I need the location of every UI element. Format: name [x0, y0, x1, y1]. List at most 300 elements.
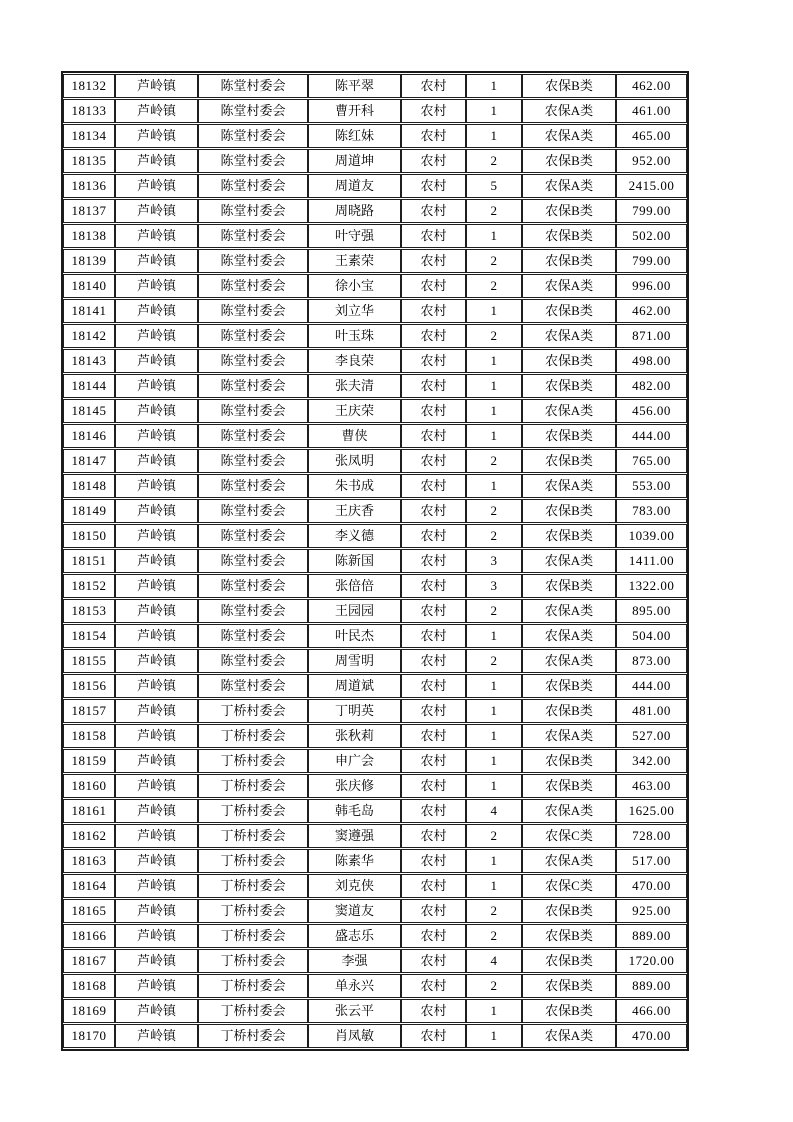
- table-cell: 18147: [63, 449, 115, 473]
- table-cell: 陈堂村委会: [198, 249, 308, 273]
- table-cell: 芦岭镇: [115, 624, 198, 648]
- table-cell: 农村: [401, 124, 466, 148]
- table-cell: 周晓路: [308, 199, 401, 223]
- table-cell: 3: [466, 549, 522, 573]
- table-cell: 18154: [63, 624, 115, 648]
- table-cell: 农村: [401, 424, 466, 448]
- table-cell: 2: [466, 249, 522, 273]
- table-cell: 农村: [401, 949, 466, 973]
- table-cell: 叶民杰: [308, 624, 401, 648]
- table-cell: 芦岭镇: [115, 174, 198, 198]
- table-cell: 1: [466, 374, 522, 398]
- table-cell: 517.00: [616, 849, 687, 873]
- table-cell: 农保A类: [522, 849, 616, 873]
- table-cell: 陈堂村委会: [198, 149, 308, 173]
- table-cell: 18135: [63, 149, 115, 173]
- table-cell: 2: [466, 149, 522, 173]
- table-cell: 1: [466, 1024, 522, 1048]
- table-cell: 芦岭镇: [115, 599, 198, 623]
- table-cell: 18133: [63, 99, 115, 123]
- table-cell: 873.00: [616, 649, 687, 673]
- table-row: [63, 199, 687, 223]
- table-cell: 丁桥村委会: [198, 724, 308, 748]
- table-cell: 芦岭镇: [115, 1024, 198, 1048]
- table-cell: 农村: [401, 524, 466, 548]
- table-cell: 芦岭镇: [115, 724, 198, 748]
- table-cell: 农保A类: [522, 1024, 616, 1048]
- table-cell: 18132: [63, 74, 115, 98]
- table-cell: 芦岭镇: [115, 399, 198, 423]
- table-cell: 463.00: [616, 774, 687, 798]
- table-cell: 李强: [308, 949, 401, 973]
- table-cell: 芦岭镇: [115, 449, 198, 473]
- table-cell: 盛志乐: [308, 924, 401, 948]
- table-row: [63, 774, 687, 798]
- table-cell: 18157: [63, 699, 115, 723]
- table-cell: 农村: [401, 249, 466, 273]
- table-cell: 1: [466, 849, 522, 873]
- table-cell: 丁桥村委会: [198, 999, 308, 1023]
- table-cell: 农保A类: [522, 624, 616, 648]
- table-cell: 芦岭镇: [115, 124, 198, 148]
- table-cell: 申广会: [308, 749, 401, 773]
- table-cell: 芦岭镇: [115, 924, 198, 948]
- table-cell: 农保C类: [522, 874, 616, 898]
- table-cell: 农村: [401, 224, 466, 248]
- table-cell: 462.00: [616, 299, 687, 323]
- table-cell: 丁桥村委会: [198, 699, 308, 723]
- table-cell: 陈堂村委会: [198, 374, 308, 398]
- table-cell: 765.00: [616, 449, 687, 473]
- table-row: [63, 699, 687, 723]
- table-cell: 芦岭镇: [115, 649, 198, 673]
- table-cell: 陈堂村委会: [198, 224, 308, 248]
- table-cell: 陈堂村委会: [198, 324, 308, 348]
- table-cell: 张倍倍: [308, 574, 401, 598]
- table-row: [63, 899, 687, 923]
- table-cell: 农村: [401, 1024, 466, 1048]
- table-cell: 陈新国: [308, 549, 401, 573]
- table-cell: 农村: [401, 824, 466, 848]
- table-cell: 1: [466, 749, 522, 773]
- table-cell: 丁桥村委会: [198, 974, 308, 998]
- table-cell: 1: [466, 674, 522, 698]
- table-cell: 4: [466, 949, 522, 973]
- table-cell: 18134: [63, 124, 115, 148]
- table-row: [63, 799, 687, 823]
- table-cell: 周雪明: [308, 649, 401, 673]
- table-cell: 553.00: [616, 474, 687, 498]
- table-cell: 农村: [401, 899, 466, 923]
- table-cell: 18160: [63, 774, 115, 798]
- table-cell: 农保B类: [522, 924, 616, 948]
- table-cell: 444.00: [616, 674, 687, 698]
- table-cell: 18148: [63, 474, 115, 498]
- table-cell: 芦岭镇: [115, 824, 198, 848]
- table-cell: 芦岭镇: [115, 324, 198, 348]
- table-cell: 925.00: [616, 899, 687, 923]
- table-row: [63, 549, 687, 573]
- table-cell: 2: [466, 974, 522, 998]
- table-cell: 18142: [63, 324, 115, 348]
- table-cell: 农村: [401, 374, 466, 398]
- table-cell: 王园园: [308, 599, 401, 623]
- table-cell: 1: [466, 74, 522, 98]
- table-cell: 952.00: [616, 149, 687, 173]
- table-cell: 丁桥村委会: [198, 949, 308, 973]
- table-cell: 周道坤: [308, 149, 401, 173]
- table-cell: 农保B类: [522, 74, 616, 98]
- table-row: [63, 274, 687, 298]
- table-cell: 18151: [63, 549, 115, 573]
- table-cell: 农村: [401, 599, 466, 623]
- table-cell: 农村: [401, 274, 466, 298]
- table-cell: 456.00: [616, 399, 687, 423]
- table-cell: 陈堂村委会: [198, 599, 308, 623]
- table-cell: 18168: [63, 974, 115, 998]
- table-row: [63, 824, 687, 848]
- table-cell: 18137: [63, 199, 115, 223]
- table-cell: 丁桥村委会: [198, 774, 308, 798]
- table-cell: 527.00: [616, 724, 687, 748]
- table-cell: 芦岭镇: [115, 199, 198, 223]
- table-cell: 丁桥村委会: [198, 899, 308, 923]
- table-row: [63, 249, 687, 273]
- table-cell: 窦道友: [308, 899, 401, 923]
- table-cell: 张云平: [308, 999, 401, 1023]
- table-row: [63, 674, 687, 698]
- table-cell: 王庆香: [308, 499, 401, 523]
- table-cell: 陈堂村委会: [198, 499, 308, 523]
- table-row: [63, 124, 687, 148]
- table-cell: 农保A类: [522, 124, 616, 148]
- table-cell: 农保B类: [522, 949, 616, 973]
- table-cell: 18156: [63, 674, 115, 698]
- table-cell: 18146: [63, 424, 115, 448]
- table-cell: 陈堂村委会: [198, 99, 308, 123]
- table-cell: 丁桥村委会: [198, 924, 308, 948]
- table-cell: 农村: [401, 199, 466, 223]
- table-cell: 18170: [63, 1024, 115, 1048]
- table-cell: 871.00: [616, 324, 687, 348]
- table-cell: 陈堂村委会: [198, 349, 308, 373]
- table-cell: 芦岭镇: [115, 674, 198, 698]
- table-cell: 陈堂村委会: [198, 649, 308, 673]
- table-cell: 18152: [63, 574, 115, 598]
- table-cell: 农保A类: [522, 799, 616, 823]
- table-cell: 18140: [63, 274, 115, 298]
- table-cell: 农村: [401, 174, 466, 198]
- table-cell: 农保A类: [522, 724, 616, 748]
- table-cell: 丁桥村委会: [198, 824, 308, 848]
- records-table: [61, 71, 689, 1051]
- table-cell: 农保A类: [522, 549, 616, 573]
- table-cell: 丁桥村委会: [198, 799, 308, 823]
- table-cell: 陈堂村委会: [198, 199, 308, 223]
- table-cell: 农村: [401, 999, 466, 1023]
- table-cell: 18169: [63, 999, 115, 1023]
- table-cell: 陈堂村委会: [198, 274, 308, 298]
- table-cell: 农保A类: [522, 99, 616, 123]
- table-cell: 农保A类: [522, 274, 616, 298]
- table-cell: 芦岭镇: [115, 74, 198, 98]
- table-cell: 芦岭镇: [115, 474, 198, 498]
- table-cell: 芦岭镇: [115, 549, 198, 573]
- table-cell: 农保B类: [522, 249, 616, 273]
- table-row: [63, 349, 687, 373]
- table-cell: 农保B类: [522, 349, 616, 373]
- table-cell: 农村: [401, 299, 466, 323]
- table-cell: 1: [466, 624, 522, 648]
- table-cell: 18167: [63, 949, 115, 973]
- table-cell: 889.00: [616, 974, 687, 998]
- table-cell: 芦岭镇: [115, 999, 198, 1023]
- table-row: [63, 849, 687, 873]
- table-cell: 农保B类: [522, 374, 616, 398]
- table-cell: 芦岭镇: [115, 699, 198, 723]
- table-cell: 1: [466, 774, 522, 798]
- table-cell: 504.00: [616, 624, 687, 648]
- table-cell: 444.00: [616, 424, 687, 448]
- table-cell: 陈红妹: [308, 124, 401, 148]
- table-cell: 徐小宝: [308, 274, 401, 298]
- table-cell: 996.00: [616, 274, 687, 298]
- table-cell: 498.00: [616, 349, 687, 373]
- table-cell: 1039.00: [616, 524, 687, 548]
- table-row: [63, 749, 687, 773]
- table-cell: 农保B类: [522, 199, 616, 223]
- table-cell: 陈堂村委会: [198, 449, 308, 473]
- table-cell: 芦岭镇: [115, 149, 198, 173]
- table-cell: 芦岭镇: [115, 949, 198, 973]
- table-cell: 895.00: [616, 599, 687, 623]
- table-row: [63, 724, 687, 748]
- table-cell: 1: [466, 424, 522, 448]
- table-row: [63, 149, 687, 173]
- table-cell: 农保B类: [522, 424, 616, 448]
- table-cell: 农村: [401, 549, 466, 573]
- table-cell: 窦遵强: [308, 824, 401, 848]
- table-cell: 芦岭镇: [115, 799, 198, 823]
- table-cell: 丁桥村委会: [198, 874, 308, 898]
- table-cell: 周道友: [308, 174, 401, 198]
- table-cell: 农保B类: [522, 299, 616, 323]
- table-row: [63, 999, 687, 1023]
- table-cell: 芦岭镇: [115, 249, 198, 273]
- table-cell: 芦岭镇: [115, 524, 198, 548]
- table-cell: 1: [466, 224, 522, 248]
- table-cell: 农村: [401, 849, 466, 873]
- table-cell: 2: [466, 899, 522, 923]
- table-cell: 2: [466, 649, 522, 673]
- table-cell: 陈堂村委会: [198, 624, 308, 648]
- table-cell: 陈堂村委会: [198, 124, 308, 148]
- table-cell: 农村: [401, 924, 466, 948]
- table-cell: 张凤明: [308, 449, 401, 473]
- table-cell: 农保B类: [522, 899, 616, 923]
- table-row: [63, 224, 687, 248]
- table-cell: 2: [466, 324, 522, 348]
- table-cell: 农保B类: [522, 674, 616, 698]
- table-cell: 陈堂村委会: [198, 524, 308, 548]
- table-cell: 农村: [401, 874, 466, 898]
- table-cell: 1625.00: [616, 799, 687, 823]
- table-cell: 张夫清: [308, 374, 401, 398]
- table-cell: 王庆荣: [308, 399, 401, 423]
- table-row: [63, 324, 687, 348]
- table-cell: 农保B类: [522, 699, 616, 723]
- table-cell: 783.00: [616, 499, 687, 523]
- records-table-body: [63, 74, 687, 1048]
- table-row: [63, 499, 687, 523]
- table-cell: 农保B类: [522, 524, 616, 548]
- table-cell: 陈堂村委会: [198, 74, 308, 98]
- table-cell: 丁明英: [308, 699, 401, 723]
- table-cell: 1: [466, 299, 522, 323]
- table-cell: 5: [466, 174, 522, 198]
- table-cell: 陈堂村委会: [198, 399, 308, 423]
- table-cell: 朱书成: [308, 474, 401, 498]
- table-row: [63, 299, 687, 323]
- table-cell: 农村: [401, 349, 466, 373]
- table-cell: 18163: [63, 849, 115, 873]
- table-cell: 466.00: [616, 999, 687, 1023]
- table-cell: 农保B类: [522, 974, 616, 998]
- table-cell: 芦岭镇: [115, 349, 198, 373]
- table-cell: 农保B类: [522, 749, 616, 773]
- table-row: [63, 424, 687, 448]
- table-cell: 18162: [63, 824, 115, 848]
- table-cell: 462.00: [616, 74, 687, 98]
- table-cell: 1: [466, 999, 522, 1023]
- table-cell: 农保B类: [522, 774, 616, 798]
- table-cell: 728.00: [616, 824, 687, 848]
- table-cell: 461.00: [616, 99, 687, 123]
- table-cell: 农保B类: [522, 449, 616, 473]
- table-cell: 李良荣: [308, 349, 401, 373]
- table-row: [63, 374, 687, 398]
- table-cell: 曹开科: [308, 99, 401, 123]
- table-cell: 农村: [401, 649, 466, 673]
- table-cell: 2: [466, 274, 522, 298]
- table-cell: 农村: [401, 449, 466, 473]
- table-cell: 王素荣: [308, 249, 401, 273]
- table-cell: 陈堂村委会: [198, 574, 308, 598]
- table-cell: 1411.00: [616, 549, 687, 573]
- table-cell: 农保B类: [522, 149, 616, 173]
- table-cell: 18139: [63, 249, 115, 273]
- table-cell: 芦岭镇: [115, 374, 198, 398]
- table-cell: 农村: [401, 624, 466, 648]
- table-cell: 3: [466, 574, 522, 598]
- table-row: [63, 524, 687, 548]
- table-cell: 周道斌: [308, 674, 401, 698]
- table-cell: 470.00: [616, 874, 687, 898]
- table-cell: 18158: [63, 724, 115, 748]
- table-cell: 18136: [63, 174, 115, 198]
- table-cell: 芦岭镇: [115, 574, 198, 598]
- table-cell: 肖凤敏: [308, 1024, 401, 1048]
- table-cell: 韩毛岛: [308, 799, 401, 823]
- table-cell: 农村: [401, 399, 466, 423]
- table-cell: 农保A类: [522, 474, 616, 498]
- table-cell: 2: [466, 924, 522, 948]
- table-cell: 曹侠: [308, 424, 401, 448]
- table-cell: 2: [466, 449, 522, 473]
- table-cell: 799.00: [616, 199, 687, 223]
- table-row: [63, 399, 687, 423]
- table-cell: 1: [466, 124, 522, 148]
- table-cell: 陈素华: [308, 849, 401, 873]
- table-cell: 农村: [401, 324, 466, 348]
- table-cell: 农保A类: [522, 399, 616, 423]
- table-row: [63, 624, 687, 648]
- table-cell: 2: [466, 824, 522, 848]
- table-cell: 18165: [63, 899, 115, 923]
- table-cell: 农保A类: [522, 649, 616, 673]
- table-row: [63, 974, 687, 998]
- table-row: [63, 1024, 687, 1048]
- table-cell: 农保A类: [522, 324, 616, 348]
- table-cell: 18143: [63, 349, 115, 373]
- table-cell: 342.00: [616, 749, 687, 773]
- table-cell: 1: [466, 349, 522, 373]
- table-cell: 农村: [401, 799, 466, 823]
- table-cell: 502.00: [616, 224, 687, 248]
- table-cell: 刘克侠: [308, 874, 401, 898]
- table-cell: 丁桥村委会: [198, 749, 308, 773]
- table-cell: 陈堂村委会: [198, 549, 308, 573]
- table-cell: 芦岭镇: [115, 424, 198, 448]
- table-cell: 农保C类: [522, 824, 616, 848]
- table-cell: 18149: [63, 499, 115, 523]
- table-cell: 2: [466, 199, 522, 223]
- table-cell: 农村: [401, 749, 466, 773]
- table-cell: 芦岭镇: [115, 299, 198, 323]
- table-cell: 481.00: [616, 699, 687, 723]
- table-cell: 芦岭镇: [115, 224, 198, 248]
- table-cell: 叶守强: [308, 224, 401, 248]
- table-cell: 889.00: [616, 924, 687, 948]
- table-cell: 张秋莉: [308, 724, 401, 748]
- table-cell: 芦岭镇: [115, 974, 198, 998]
- table-cell: 465.00: [616, 124, 687, 148]
- table-cell: 18150: [63, 524, 115, 548]
- table-cell: 刘立华: [308, 299, 401, 323]
- table-cell: 丁桥村委会: [198, 1024, 308, 1048]
- table-cell: 1: [466, 99, 522, 123]
- table-cell: 农村: [401, 974, 466, 998]
- table-cell: 芦岭镇: [115, 499, 198, 523]
- table-cell: 农村: [401, 774, 466, 798]
- table-cell: 陈堂村委会: [198, 674, 308, 698]
- table-cell: 丁桥村委会: [198, 849, 308, 873]
- table-cell: 陈堂村委会: [198, 474, 308, 498]
- table-cell: 18138: [63, 224, 115, 248]
- table-cell: 农村: [401, 574, 466, 598]
- table-cell: 18144: [63, 374, 115, 398]
- table-cell: 李义德: [308, 524, 401, 548]
- table-cell: 陈平翠: [308, 74, 401, 98]
- table-cell: 陈堂村委会: [198, 424, 308, 448]
- table-cell: 1: [466, 699, 522, 723]
- table-cell: 芦岭镇: [115, 774, 198, 798]
- table-cell: 单永兴: [308, 974, 401, 998]
- table-row: [63, 874, 687, 898]
- table-cell: 芦岭镇: [115, 99, 198, 123]
- table-cell: 芦岭镇: [115, 749, 198, 773]
- table-row: [63, 599, 687, 623]
